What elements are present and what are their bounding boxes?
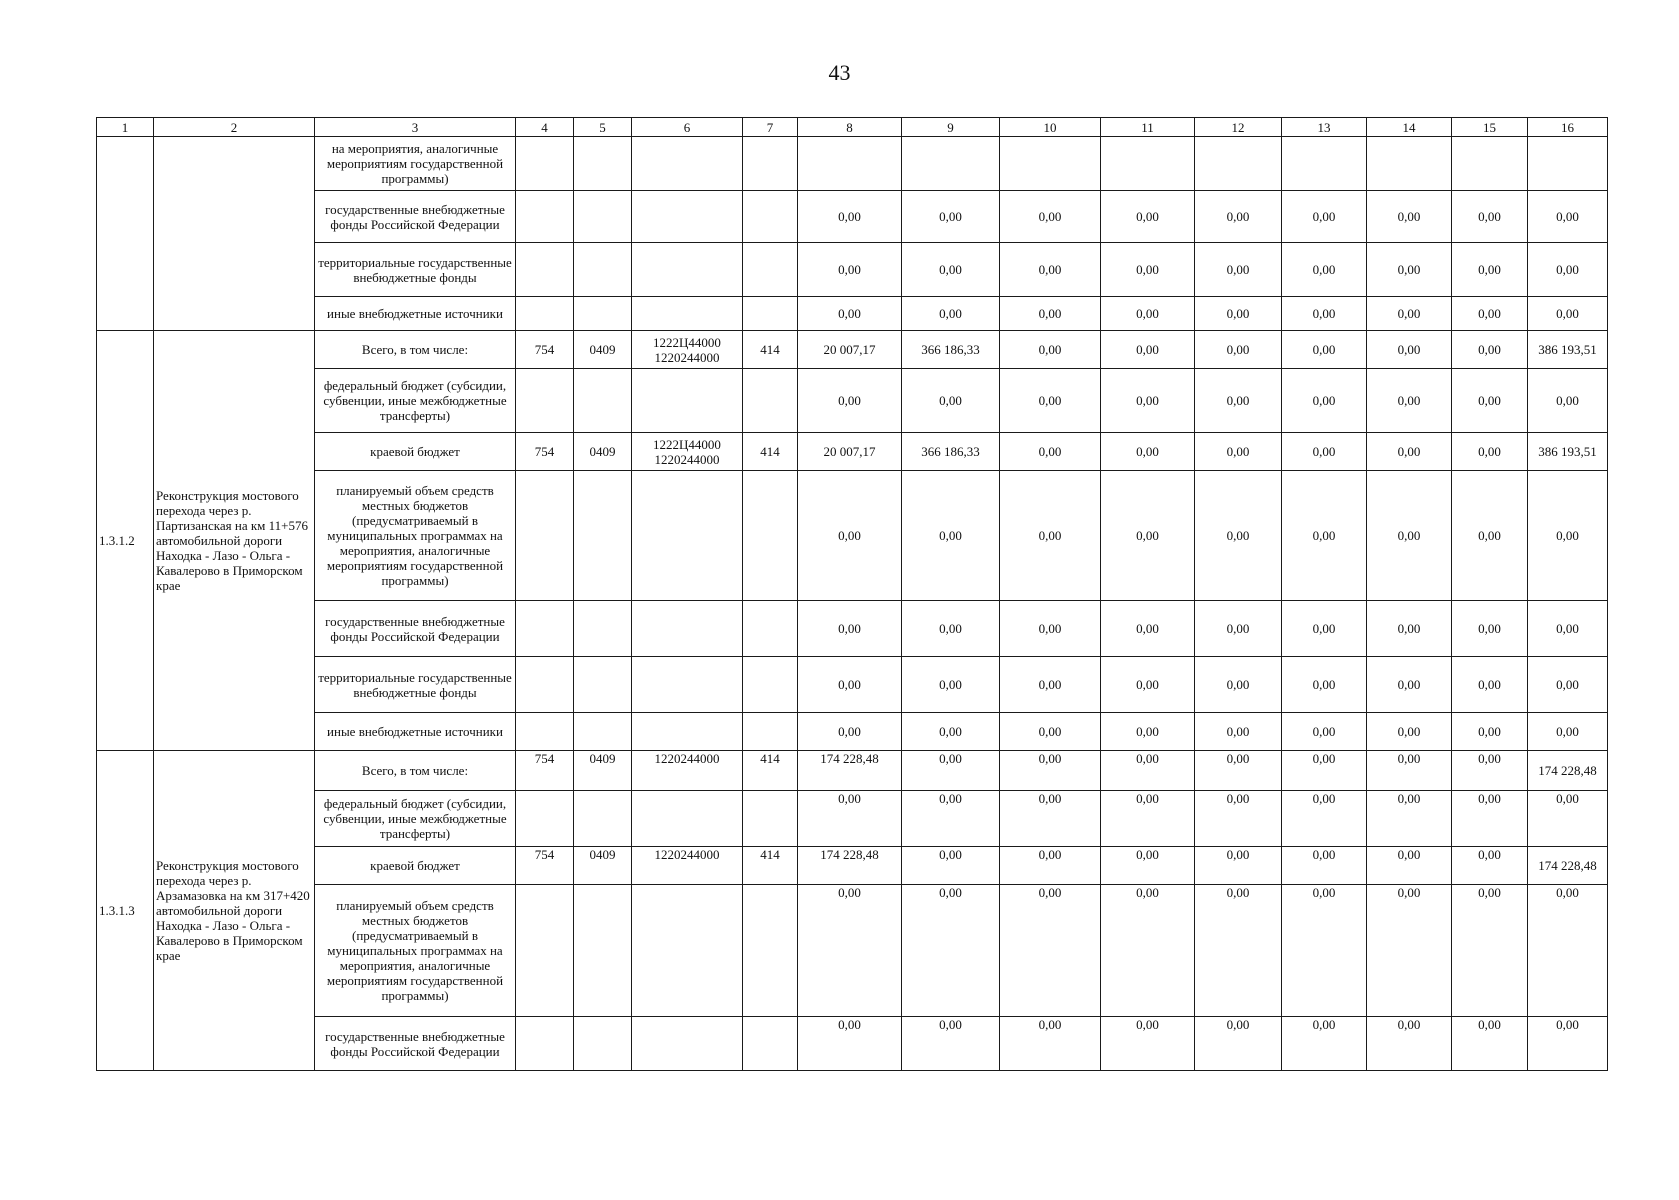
value-cell: 0,00 bbox=[1101, 847, 1195, 885]
column-header: 1 bbox=[97, 118, 154, 137]
value-cell: 0,00 bbox=[1528, 601, 1608, 657]
table-row bbox=[97, 137, 1608, 191]
value-cell: 0,00 bbox=[1195, 471, 1282, 601]
value-cell: 0,00 bbox=[1195, 297, 1282, 331]
value-cell: 0,00 bbox=[1367, 601, 1452, 657]
value-cell: 0,00 bbox=[1000, 471, 1101, 601]
object-cell bbox=[154, 137, 315, 331]
code-cell: 414 bbox=[743, 331, 798, 369]
value-cell: 0,00 bbox=[1282, 297, 1367, 331]
value-cell: 0,00 bbox=[798, 657, 902, 713]
code-cell bbox=[743, 137, 798, 191]
value-cell: 0,00 bbox=[902, 369, 1000, 433]
code-cell: 414 bbox=[743, 847, 798, 885]
code-cell bbox=[516, 369, 574, 433]
value-cell: 0,00 bbox=[1452, 713, 1528, 751]
value-cell: 0,00 bbox=[902, 751, 1000, 791]
value-cell: 0,00 bbox=[1101, 369, 1195, 433]
value-cell: 0,00 bbox=[902, 713, 1000, 751]
value-cell: 0,00 bbox=[1367, 1017, 1452, 1071]
code-cell bbox=[743, 713, 798, 751]
value-cell: 386 193,51 bbox=[1528, 433, 1608, 471]
item-name: Реконструкция мостового перехода через р. Арзамазовка на км 317+420 автомобильной дороги Находка - Лазо - Ольга - Кавалерово в Приморском крае bbox=[154, 751, 315, 1071]
table-row bbox=[97, 433, 1608, 471]
value-cell: 0,00 bbox=[1367, 243, 1452, 297]
source-cell: территориальные государственные внебюджетные фонды bbox=[315, 243, 516, 297]
table-row bbox=[97, 191, 1608, 243]
table-row bbox=[97, 713, 1608, 751]
page-number: 43 bbox=[828, 60, 851, 85]
value-cell: 0,00 bbox=[1282, 243, 1367, 297]
value-cell: 0,00 bbox=[902, 847, 1000, 885]
code-cell: 754 bbox=[516, 331, 574, 369]
column-header: 12 bbox=[1195, 118, 1282, 137]
value-cell: 0,00 bbox=[1000, 433, 1101, 471]
code-cell bbox=[743, 297, 798, 331]
value-cell: 0,00 bbox=[1195, 751, 1282, 791]
value-cell: 0,00 bbox=[1282, 751, 1367, 791]
value-cell: 0,00 bbox=[798, 1017, 902, 1071]
code-cell bbox=[516, 601, 574, 657]
code-cell: 0409 bbox=[574, 433, 632, 471]
value-cell: 0,00 bbox=[1528, 1017, 1608, 1071]
source-cell: иные внебюджетные источники bbox=[315, 297, 516, 331]
code-cell: 414 bbox=[743, 751, 798, 791]
value-cell: 174 228,48 bbox=[1528, 847, 1608, 885]
value-cell: 0,00 bbox=[1101, 751, 1195, 791]
value-cell: 0,00 bbox=[1101, 713, 1195, 751]
value-cell: 0,00 bbox=[1282, 331, 1367, 369]
source-cell: государственные внебюджетные фонды Российской Федерации bbox=[315, 1017, 516, 1071]
value-cell: 0,00 bbox=[1367, 791, 1452, 847]
code-cell bbox=[516, 713, 574, 751]
table-row bbox=[97, 751, 1608, 791]
code-cell bbox=[516, 191, 574, 243]
value-cell: 0,00 bbox=[1101, 331, 1195, 369]
value-cell: 0,00 bbox=[1367, 369, 1452, 433]
code-cell bbox=[574, 713, 632, 751]
value-cell: 0,00 bbox=[1282, 847, 1367, 885]
source-cell: краевой бюджет bbox=[315, 847, 516, 885]
value-cell: 0,00 bbox=[1452, 885, 1528, 1017]
value-cell: 0,00 bbox=[1367, 433, 1452, 471]
value-cell: 0,00 bbox=[1000, 885, 1101, 1017]
table-row bbox=[97, 331, 1608, 369]
code-cell: 0409 bbox=[574, 847, 632, 885]
value-cell: 0,00 bbox=[1282, 657, 1367, 713]
code-cell bbox=[743, 1017, 798, 1071]
code-cell bbox=[632, 657, 743, 713]
value-cell: 0,00 bbox=[1000, 657, 1101, 713]
value-cell: 0,00 bbox=[1452, 191, 1528, 243]
column-header: 5 bbox=[574, 118, 632, 137]
value-cell: 20 007,17 bbox=[798, 433, 902, 471]
value-cell: 0,00 bbox=[798, 369, 902, 433]
value-cell: 0,00 bbox=[1000, 1017, 1101, 1071]
value-cell: 0,00 bbox=[1000, 297, 1101, 331]
code-cell bbox=[743, 885, 798, 1017]
value-cell: 0,00 bbox=[1528, 369, 1608, 433]
value-cell: 0,00 bbox=[1367, 297, 1452, 331]
code-cell bbox=[743, 243, 798, 297]
value-cell: 20 007,17 bbox=[798, 331, 902, 369]
value-cell bbox=[1367, 137, 1452, 191]
code-cell bbox=[516, 471, 574, 601]
value-cell: 0,00 bbox=[1282, 713, 1367, 751]
code-cell bbox=[632, 191, 743, 243]
source-cell: Всего, в том числе: bbox=[315, 751, 516, 791]
code-cell: 0409 bbox=[574, 751, 632, 791]
value-cell: 0,00 bbox=[902, 601, 1000, 657]
value-cell: 0,00 bbox=[798, 791, 902, 847]
code-cell bbox=[632, 791, 743, 847]
code-cell bbox=[574, 791, 632, 847]
code-cell bbox=[516, 1017, 574, 1071]
value-cell: 0,00 bbox=[1367, 847, 1452, 885]
column-header: 15 bbox=[1452, 118, 1528, 137]
column-header: 14 bbox=[1367, 118, 1452, 137]
code-cell bbox=[574, 243, 632, 297]
value-cell: 0,00 bbox=[1101, 885, 1195, 1017]
code-cell bbox=[632, 297, 743, 331]
value-cell: 0,00 bbox=[1452, 243, 1528, 297]
column-header: 6 bbox=[632, 118, 743, 137]
value-cell: 0,00 bbox=[1000, 713, 1101, 751]
table-row bbox=[97, 847, 1608, 885]
code-cell bbox=[632, 369, 743, 433]
value-cell: 0,00 bbox=[798, 191, 902, 243]
value-cell bbox=[1452, 137, 1528, 191]
code-cell: 1222Ц44000 1220244000 bbox=[632, 433, 743, 471]
value-cell bbox=[902, 137, 1000, 191]
value-cell: 0,00 bbox=[1452, 847, 1528, 885]
value-cell: 0,00 bbox=[1101, 191, 1195, 243]
value-cell: 0,00 bbox=[1528, 885, 1608, 1017]
table-row bbox=[97, 297, 1608, 331]
code-cell bbox=[574, 297, 632, 331]
value-cell: 0,00 bbox=[798, 471, 902, 601]
value-cell: 0,00 bbox=[1195, 331, 1282, 369]
code-cell: 754 bbox=[516, 751, 574, 791]
value-cell: 0,00 bbox=[1000, 791, 1101, 847]
value-cell: 0,00 bbox=[798, 885, 902, 1017]
source-cell: государственные внебюджетные фонды Российской Федерации bbox=[315, 191, 516, 243]
value-cell: 0,00 bbox=[1195, 885, 1282, 1017]
value-cell: 174 228,48 bbox=[798, 751, 902, 791]
value-cell: 386 193,51 bbox=[1528, 331, 1608, 369]
value-cell: 0,00 bbox=[1528, 191, 1608, 243]
value-cell: 0,00 bbox=[1000, 191, 1101, 243]
value-cell: 0,00 bbox=[902, 471, 1000, 601]
code-cell bbox=[574, 1017, 632, 1071]
value-cell: 0,00 bbox=[1195, 1017, 1282, 1071]
column-header: 2 bbox=[154, 118, 315, 137]
value-cell: 0,00 bbox=[1282, 191, 1367, 243]
value-cell: 0,00 bbox=[1452, 1017, 1528, 1071]
index-cell bbox=[97, 137, 154, 331]
item-index: 1.3.1.3 bbox=[97, 751, 154, 1071]
value-cell: 0,00 bbox=[1452, 751, 1528, 791]
value-cell: 0,00 bbox=[1528, 791, 1608, 847]
item-index: 1.3.1.2 bbox=[97, 331, 154, 751]
code-cell bbox=[743, 369, 798, 433]
value-cell: 0,00 bbox=[902, 297, 1000, 331]
value-cell: 0,00 bbox=[798, 713, 902, 751]
code-cell bbox=[743, 601, 798, 657]
code-cell bbox=[516, 657, 574, 713]
code-cell: 414 bbox=[743, 433, 798, 471]
value-cell bbox=[1195, 137, 1282, 191]
value-cell: 0,00 bbox=[1452, 433, 1528, 471]
value-cell: 0,00 bbox=[1452, 297, 1528, 331]
value-cell: 0,00 bbox=[1367, 713, 1452, 751]
source-cell: территориальные государственные внебюджетные фонды bbox=[315, 657, 516, 713]
value-cell: 0,00 bbox=[1101, 243, 1195, 297]
value-cell: 0,00 bbox=[1000, 601, 1101, 657]
value-cell: 0,00 bbox=[1528, 471, 1608, 601]
table-row bbox=[97, 601, 1608, 657]
value-cell: 0,00 bbox=[1282, 885, 1367, 1017]
code-cell bbox=[574, 657, 632, 713]
code-cell bbox=[516, 297, 574, 331]
code-cell bbox=[516, 885, 574, 1017]
source-cell: государственные внебюджетные фонды Российской Федерации bbox=[315, 601, 516, 657]
code-cell bbox=[516, 243, 574, 297]
value-cell: 0,00 bbox=[1000, 369, 1101, 433]
code-cell bbox=[632, 1017, 743, 1071]
table-row bbox=[97, 369, 1608, 433]
value-cell: 0,00 bbox=[1101, 601, 1195, 657]
code-cell bbox=[632, 885, 743, 1017]
value-cell: 174 228,48 bbox=[798, 847, 902, 885]
value-cell: 174 228,48 bbox=[1528, 751, 1608, 791]
column-header: 3 bbox=[315, 118, 516, 137]
source-cell: федеральный бюджет (субсидии, субвенции, иные межбюджетные трансферты) bbox=[315, 791, 516, 847]
value-cell: 0,00 bbox=[1528, 243, 1608, 297]
value-cell: 0,00 bbox=[1452, 601, 1528, 657]
value-cell: 0,00 bbox=[1528, 713, 1608, 751]
budget-table bbox=[96, 117, 1608, 1071]
value-cell: 0,00 bbox=[1101, 297, 1195, 331]
value-cell: 0,00 bbox=[1452, 791, 1528, 847]
source-cell: иные внебюджетные источники bbox=[315, 713, 516, 751]
value-cell: 0,00 bbox=[1195, 847, 1282, 885]
source-cell: федеральный бюджет (субсидии, субвенции, иные межбюджетные трансферты) bbox=[315, 369, 516, 433]
code-cell bbox=[632, 601, 743, 657]
value-cell: 0,00 bbox=[1101, 471, 1195, 601]
source-cell: планируемый объем средств местных бюджетов (предусматриваемый в муниципальных программах на мероприятия, аналогичные мероприятиям государственной программы) bbox=[315, 885, 516, 1017]
value-cell: 0,00 bbox=[1195, 657, 1282, 713]
value-cell: 0,00 bbox=[1282, 369, 1367, 433]
value-cell: 0,00 bbox=[1000, 331, 1101, 369]
value-cell: 0,00 bbox=[1452, 657, 1528, 713]
value-cell: 0,00 bbox=[1282, 601, 1367, 657]
code-cell bbox=[632, 243, 743, 297]
code-cell bbox=[743, 191, 798, 243]
value-cell: 366 186,33 bbox=[902, 331, 1000, 369]
code-cell bbox=[743, 471, 798, 601]
code-cell: 754 bbox=[516, 433, 574, 471]
value-cell: 0,00 bbox=[1101, 1017, 1195, 1071]
code-cell bbox=[743, 791, 798, 847]
value-cell: 0,00 bbox=[1452, 471, 1528, 601]
code-cell bbox=[574, 471, 632, 601]
code-cell bbox=[574, 191, 632, 243]
code-cell bbox=[574, 137, 632, 191]
value-cell: 0,00 bbox=[902, 791, 1000, 847]
value-cell: 0,00 bbox=[1195, 369, 1282, 433]
column-header: 16 bbox=[1528, 118, 1608, 137]
value-cell: 0,00 bbox=[1367, 331, 1452, 369]
value-cell bbox=[1282, 137, 1367, 191]
value-cell: 0,00 bbox=[798, 601, 902, 657]
code-cell bbox=[632, 471, 743, 601]
value-cell: 0,00 bbox=[1195, 791, 1282, 847]
source-cell: на мероприятия, аналогичные мероприятиям государственной программы) bbox=[315, 137, 516, 191]
header-row bbox=[97, 118, 1608, 137]
value-cell: 0,00 bbox=[1195, 243, 1282, 297]
table-row bbox=[97, 243, 1608, 297]
table-row bbox=[97, 1017, 1608, 1071]
code-cell: 1220244000 bbox=[632, 751, 743, 791]
value-cell: 0,00 bbox=[1000, 847, 1101, 885]
value-cell: 0,00 bbox=[1195, 191, 1282, 243]
column-header: 7 bbox=[743, 118, 798, 137]
column-header: 11 bbox=[1101, 118, 1195, 137]
value-cell: 0,00 bbox=[1282, 791, 1367, 847]
value-cell: 0,00 bbox=[902, 243, 1000, 297]
code-cell: 0409 bbox=[574, 331, 632, 369]
table-row bbox=[97, 791, 1608, 847]
value-cell: 366 186,33 bbox=[902, 433, 1000, 471]
value-cell: 0,00 bbox=[1528, 297, 1608, 331]
column-header: 10 bbox=[1000, 118, 1101, 137]
value-cell: 0,00 bbox=[1452, 331, 1528, 369]
value-cell: 0,00 bbox=[902, 885, 1000, 1017]
value-cell: 0,00 bbox=[798, 297, 902, 331]
value-cell bbox=[1000, 137, 1101, 191]
value-cell: 0,00 bbox=[1282, 433, 1367, 471]
value-cell: 0,00 bbox=[1101, 433, 1195, 471]
source-cell: планируемый объем средств местных бюджетов (предусматриваемый в муниципальных программах на мероприятия, аналогичные мероприятиям государственной программы) bbox=[315, 471, 516, 601]
table-row bbox=[97, 471, 1608, 601]
value-cell bbox=[1101, 137, 1195, 191]
value-cell: 0,00 bbox=[1000, 243, 1101, 297]
value-cell: 0,00 bbox=[902, 191, 1000, 243]
code-cell: 754 bbox=[516, 847, 574, 885]
source-cell: краевой бюджет bbox=[315, 433, 516, 471]
column-header: 13 bbox=[1282, 118, 1367, 137]
value-cell: 0,00 bbox=[1195, 713, 1282, 751]
value-cell: 0,00 bbox=[1282, 471, 1367, 601]
value-cell: 0,00 bbox=[1101, 791, 1195, 847]
item-name: Реконструкция мостового перехода через р. Партизанская на км 11+576 автомобильной дороги Находка - Лазо - Ольга - Кавалерово в Приморском крае bbox=[154, 331, 315, 751]
table-row bbox=[97, 885, 1608, 1017]
value-cell: 0,00 bbox=[1367, 885, 1452, 1017]
table-row bbox=[97, 657, 1608, 713]
code-cell bbox=[632, 137, 743, 191]
column-header: 8 bbox=[798, 118, 902, 137]
value-cell bbox=[1528, 137, 1608, 191]
code-cell: 1222Ц44000 1220244000 bbox=[632, 331, 743, 369]
value-cell bbox=[798, 137, 902, 191]
value-cell: 0,00 bbox=[1367, 657, 1452, 713]
code-cell: 1220244000 bbox=[632, 847, 743, 885]
code-cell bbox=[743, 657, 798, 713]
value-cell: 0,00 bbox=[1282, 1017, 1367, 1071]
value-cell: 0,00 bbox=[1528, 657, 1608, 713]
code-cell bbox=[574, 885, 632, 1017]
value-cell: 0,00 bbox=[1101, 657, 1195, 713]
code-cell bbox=[574, 601, 632, 657]
code-cell bbox=[516, 791, 574, 847]
value-cell: 0,00 bbox=[902, 657, 1000, 713]
value-cell: 0,00 bbox=[1367, 471, 1452, 601]
value-cell: 0,00 bbox=[798, 243, 902, 297]
code-cell bbox=[516, 137, 574, 191]
column-header: 9 bbox=[902, 118, 1000, 137]
code-cell bbox=[632, 713, 743, 751]
value-cell: 0,00 bbox=[1000, 751, 1101, 791]
value-cell: 0,00 bbox=[1367, 751, 1452, 791]
value-cell: 0,00 bbox=[1452, 369, 1528, 433]
value-cell: 0,00 bbox=[1367, 191, 1452, 243]
value-cell: 0,00 bbox=[1195, 433, 1282, 471]
value-cell: 0,00 bbox=[1195, 601, 1282, 657]
column-header: 4 bbox=[516, 118, 574, 137]
code-cell bbox=[574, 369, 632, 433]
source-cell: Всего, в том числе: bbox=[315, 331, 516, 369]
value-cell: 0,00 bbox=[902, 1017, 1000, 1071]
